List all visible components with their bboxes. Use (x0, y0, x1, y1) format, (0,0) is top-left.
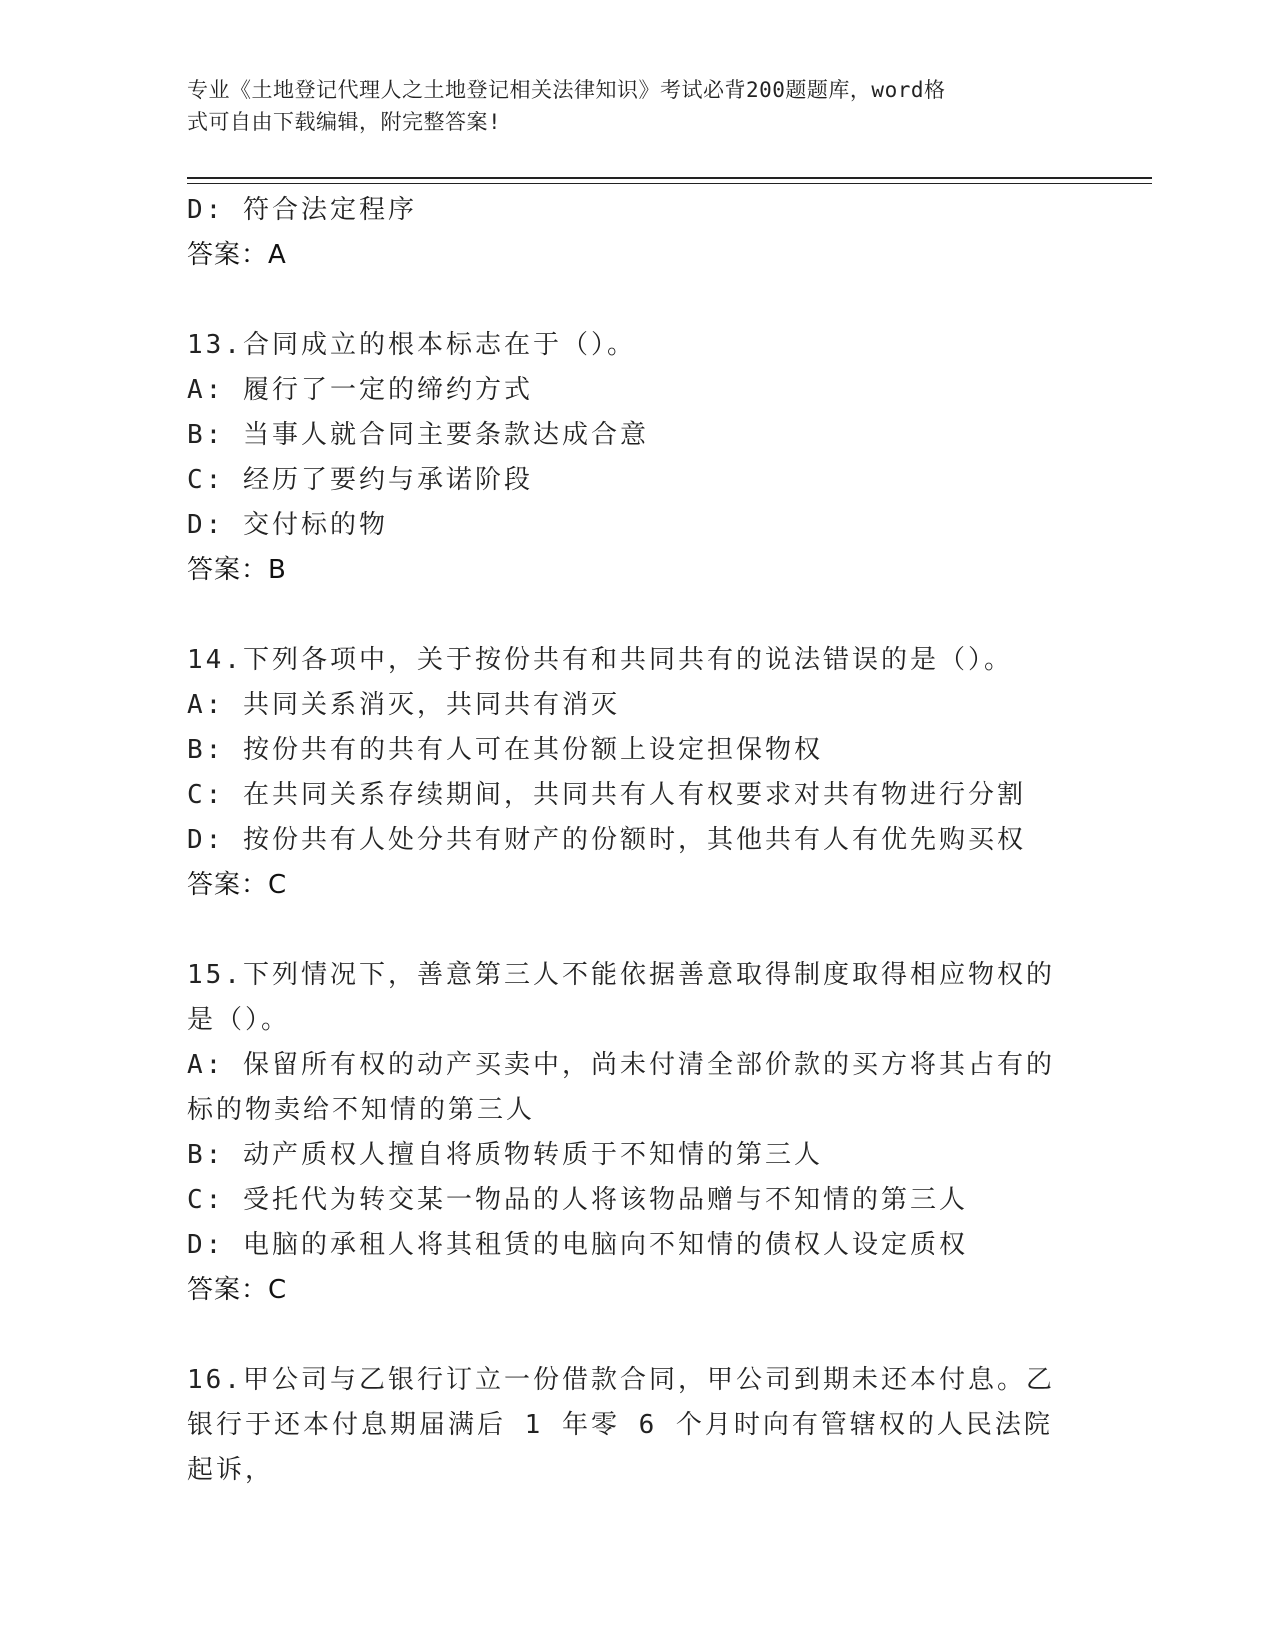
option-d: D: 交付标的物 (187, 510, 388, 540)
question-13 (187, 323, 1067, 593)
option-b: B: 按份共有的共有人可在其份额上设定担保物权 (187, 735, 823, 765)
answer: 答案：C (187, 1275, 288, 1305)
option-a: A: 履行了一定的缔约方式 (187, 375, 533, 405)
header-line-1: 专业《土地登记代理人之土地登记相关法律知识》考试必背200题题库，word格 (187, 78, 946, 102)
option-a: A: 共同关系消灭，共同共有消灭 (187, 690, 620, 720)
option-a: A: 保留所有权的动产买卖中，尚未付清全部价款的买方将其占有的标的物卖给不知情的第三人 (187, 1050, 1055, 1125)
prev-option-d: D: 符合法定程序 (187, 195, 417, 225)
document-header (187, 74, 1067, 138)
option-c: C: 在共同关系存续期间，共同共有人有权要求对共有物进行分割 (187, 780, 1026, 810)
question-title: 13.合同成立的根本标志在于（）。 (187, 330, 636, 360)
question-14 (187, 638, 1067, 908)
answer: 答案：B (187, 555, 287, 585)
question-content (187, 188, 1067, 1493)
prev-answer: 答案：A (187, 240, 287, 270)
question-title: 14.下列各项中，关于按份共有和共同共有的说法错误的是（）。 (187, 645, 1013, 675)
question-15 (187, 953, 1067, 1313)
header-divider-thin (187, 183, 1152, 184)
question-16 (187, 1358, 1067, 1493)
option-c: C: 受托代为转交某一物品的人将该物品赠与不知情的第三人 (187, 1185, 968, 1215)
answer: 答案：C (187, 870, 288, 900)
question-title: 15.下列情况下，善意第三人不能依据善意取得制度取得相应物权的是（）。 (187, 960, 1055, 1035)
option-b: B: 当事人就合同主要条款达成合意 (187, 420, 649, 450)
option-b: B: 动产质权人擅自将质物转质于不知情的第三人 (187, 1140, 823, 1170)
question-title: 16.甲公司与乙银行订立一份借款合同，甲公司到期未还本付息。乙银行于还本付息期届满后 1 年零 6 个月时向有管辖权的人民法院起诉， (187, 1365, 1055, 1485)
option-c: C: 经历了要约与承诺阶段 (187, 465, 533, 495)
header-line-2: 式可自由下载编辑，附完整答案! (187, 110, 502, 134)
option-d: D: 按份共有人处分共有财产的份额时，其他共有人有优先购买权 (187, 825, 1026, 855)
header-divider-thick (187, 177, 1152, 179)
option-d: D: 电脑的承租人将其租赁的电脑向不知情的债权人设定质权 (187, 1230, 968, 1260)
